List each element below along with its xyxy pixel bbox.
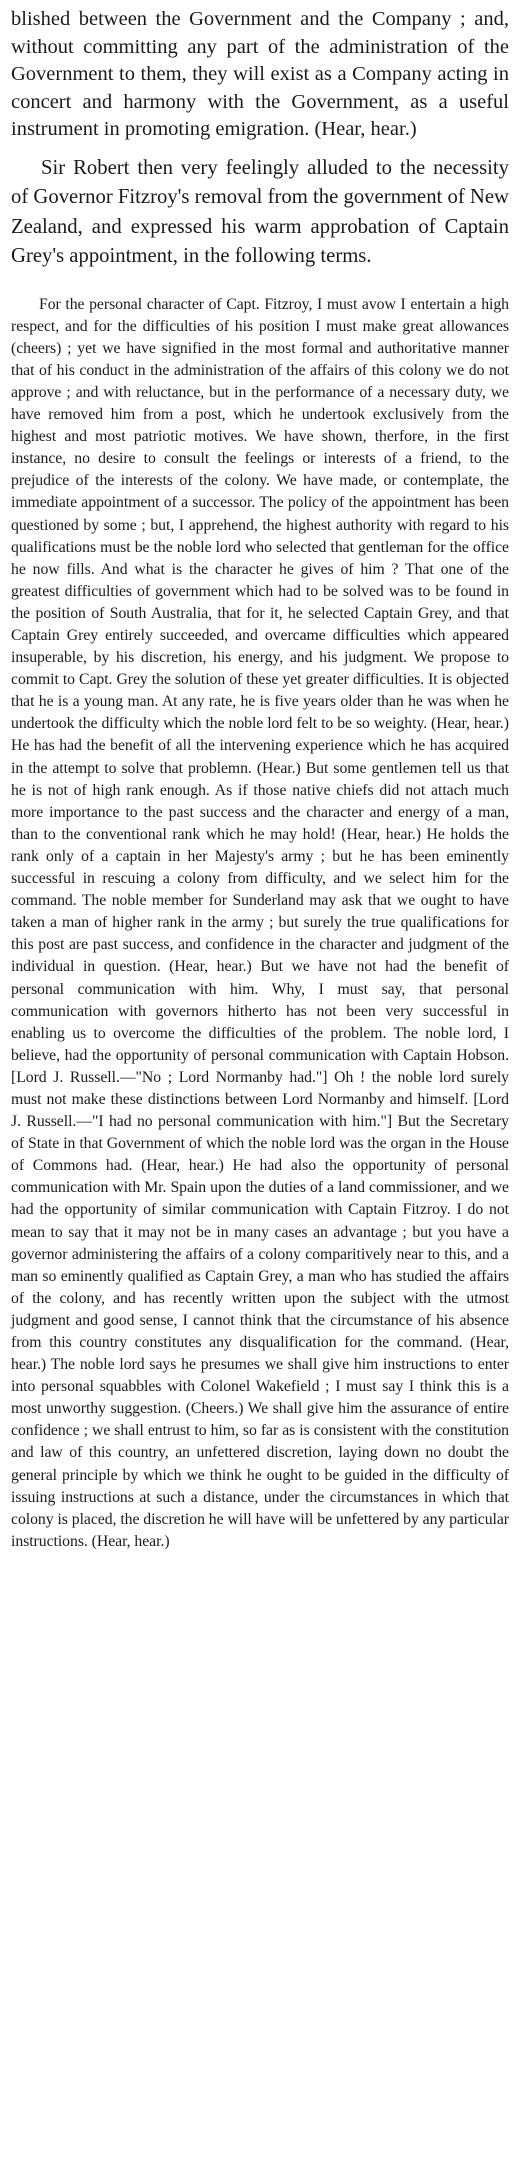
lead-paragraph: Sir Robert then very feelingly alluded to the necessity of Governor Fitzroy's removal from the government of New Zealand, and expressed his warm approbation of Captain Grey's appointment, in the following terms.	[11, 156, 509, 268]
speech-paragraph: For the personal character of Capt. Fitzroy, I must avow I entertain a high respect, and for the difficulties of his position I must make great allowances (cheers) ; yet we have signified in the most formal and authoritative manner that of his conduct in the administration of the affairs of this colony we do not approve ; and with reluctance, but in the performance of a necessary duty, we have removed him from a post, which he undertook exclusively from the highest and most patriotic motives. We have shown, therfore, in the first instance, no desire to consult the feelings or interests of a friend, to the prejudice of the interests of the colony. We have made, or contemplate, the immediate appointment of a successor. The policy of the appointment has been questioned by some ; but, I apprehend, the highest authority with regard to his qualifications must be the noble lord who selected that gentleman for the office he now fills. And what is the character he gives of him ? That one of the greatest difficulties of government which had to be solved was to be found in the position of South Australia, that for it, he selected Captain Grey, and that Captain Grey entirely succeeded, and overcame difficulties which appeared insuperable, by his discretion, his energy, and his judgment. We propose to commit to Capt. Grey the solution of these yet greater difficulties. It is objected that he is a young man. At any rate, he is five years older than he was when he undertook the difficulty which the noble lord felt to be so weighty. (Hear, hear.) He has had the benefit of all the intervening experience which he has acquired in the attempt to solve that problemn. (Hear.) But some gentlemen tell us that he is not of high rank enough. As if those native chiefs did not attach much more importance to the past success and the character and energy of a man, than to the conventional rank which he may hold! (Hear, hear.) He holds the rank only of a captain in her Majesty's army ; but he has been eminently successful in rescuing a colony from difficulty, and we select him for the command. The noble member for Sunderland may ask that we ought to have taken a man of higher rank in the army ; but surely the true qualifications for this post are past success, and confidence in the character and judgment of the individual in question. (Hear, hear.) But we have not had the benefit of personal communication with him. Why, I must say, that personal communication with governors hitherto has not been very successful in enabling us to overcome the difficulties of the problem. The noble lord, I believe, had the opportunity of personal communication with Captain Hobson. [Lord J. Russell.—"No ; Lord Normanby had."] Oh ! the noble lord surely must not make these distinctions between Lord Normanby and himself. [Lord J. Russell.—"I had no personal communication with him."] But the Secretary of State in that Government of which the noble lord was the organ in the House of Commons had. (Hear, hear.) He had also the opportunity of personal communication with Mr. Spain upon the duties of a land commissioner, and we had the opportunity of similar communication with Captain Fitzroy. I do not mean to say that it may not be in many cases an advantage ; but you have a governor administering the affairs of a colony comparitively near to this, and a man so eminently qualified as Captain Grey, a man who has studied the affairs of the colony, and has recently written upon the subject with the utmost judgment and good sense, I cannot think that the circumstance of his absence from this country constitutes any disqualification for the command. (Hear, hear.) The noble lord says he presumes we shall give him instructions to enter into personal squabbles with Colonel Wakefield ; I must say I think this is a most unworthy suggestion. (Cheers.) We shall give him the assurance of entire confidence ; we shall entrust to him, so far as is consistent with the constitution and law of this country, an unfettered discretion, laying down no doubt the general principle by which we think he ought to be guided in the difficulty of issuing instructions at such a distance, under the circumstances in which that colony is placed, the discretion he will have will be unfettered by any particular instructions. (Hear, hear.)	[11, 295, 509, 1550]
intro-paragraph: blished between the Government and the Company ; and, without committing any part of the administration of the Government to them, they will exist as a Company acting in concert and harmony with the Government, as a useful instrument in promoting emigration. (Hear, hear.)	[11, 8, 509, 141]
